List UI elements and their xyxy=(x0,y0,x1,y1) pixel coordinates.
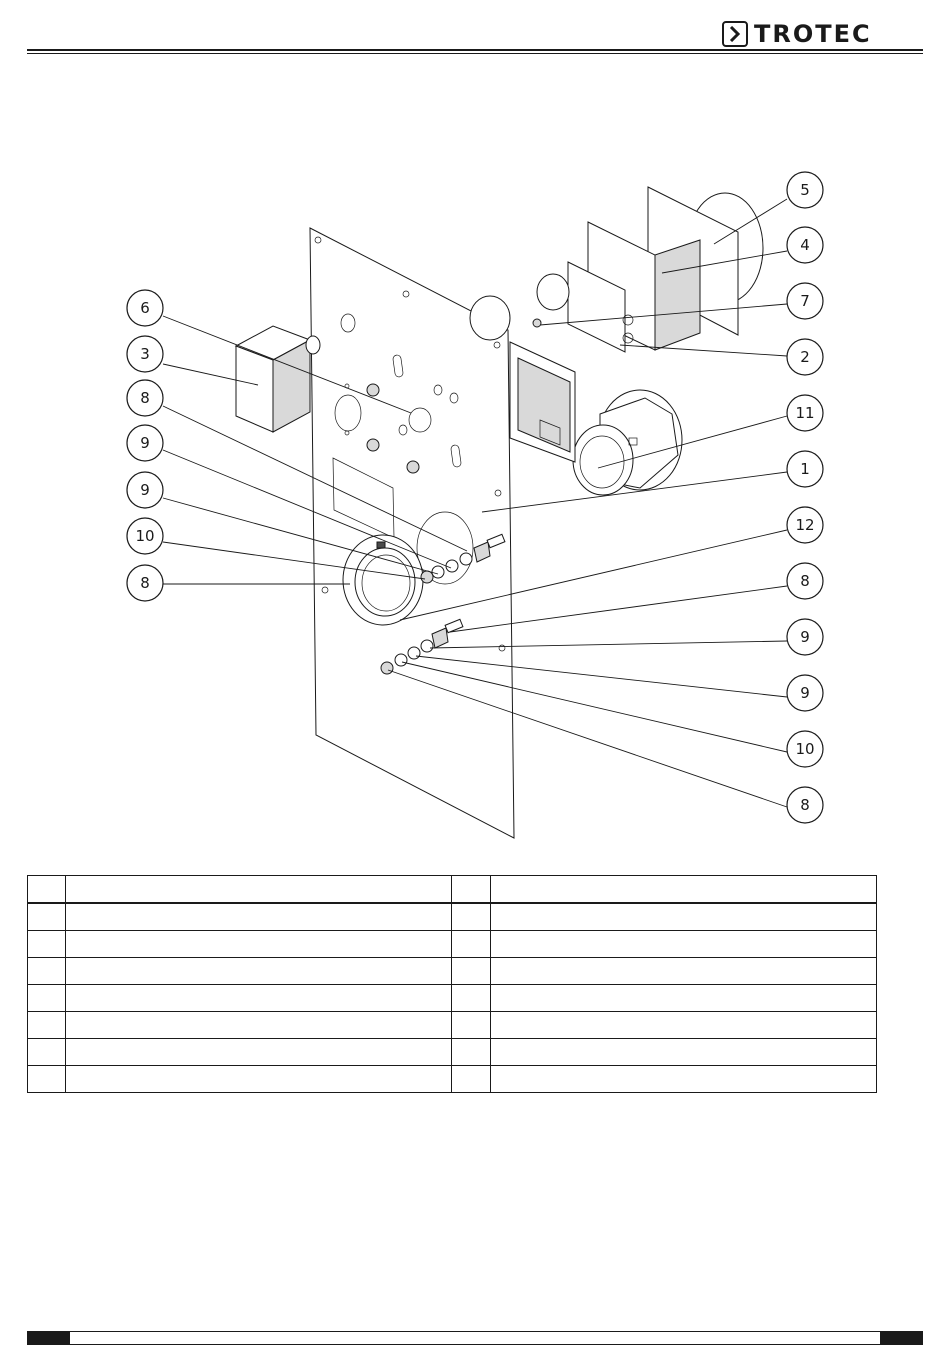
header-rule-thin xyxy=(27,53,923,54)
cell-no-1 xyxy=(28,985,66,1012)
parts-table xyxy=(27,875,877,1093)
table-row xyxy=(28,1039,877,1066)
callout-7 xyxy=(787,283,823,319)
cell-desc-2 xyxy=(490,985,876,1012)
cell-desc-1 xyxy=(66,1012,452,1039)
cell-no-2 xyxy=(452,931,490,958)
cell-no-2 xyxy=(452,958,490,985)
svg-text:1: 1 xyxy=(800,460,810,478)
cell-desc-2 xyxy=(490,903,876,931)
svg-text:8: 8 xyxy=(140,389,150,407)
callout-10-right xyxy=(787,731,823,767)
cell-no-1 xyxy=(28,931,66,958)
header-desc-2 xyxy=(490,876,876,904)
callout-2 xyxy=(787,339,823,375)
callout-6 xyxy=(127,290,163,326)
table-row xyxy=(28,1012,877,1039)
page-footer xyxy=(27,1331,923,1345)
cell-desc-1 xyxy=(66,1039,452,1066)
callout-11 xyxy=(787,395,823,431)
cell-desc-1 xyxy=(66,931,452,958)
header-no-1 xyxy=(28,876,66,904)
svg-text:10: 10 xyxy=(795,740,815,758)
chevron-right-icon xyxy=(722,21,748,47)
table-row xyxy=(28,1066,877,1093)
cell-desc-1 xyxy=(66,903,452,931)
cell-desc-2 xyxy=(490,958,876,985)
svg-text:9: 9 xyxy=(800,628,810,646)
table-row xyxy=(28,958,877,985)
svg-text:5: 5 xyxy=(800,181,810,199)
cell-no-1 xyxy=(28,1012,66,1039)
svg-text:8: 8 xyxy=(140,574,150,592)
svg-text:12: 12 xyxy=(795,516,815,534)
cell-no-1 xyxy=(28,1066,66,1093)
svg-text:9: 9 xyxy=(800,684,810,702)
part-11-cable-gland xyxy=(573,390,682,495)
cell-no-2 xyxy=(452,985,490,1012)
part-12-gland-nut xyxy=(343,535,423,625)
cell-desc-1 xyxy=(66,985,452,1012)
exploded-view-drawing xyxy=(0,160,950,860)
callout-12 xyxy=(787,507,823,543)
svg-text:6: 6 xyxy=(140,299,150,317)
footer-page-number-block xyxy=(28,1332,70,1344)
callout-9-right-upper xyxy=(787,619,823,655)
callout-9-left-lower xyxy=(127,472,163,508)
callout-10-left xyxy=(127,518,163,554)
cell-no-2 xyxy=(452,903,490,931)
cell-no-2 xyxy=(452,1012,490,1039)
cell-desc-2 xyxy=(490,1039,876,1066)
table-row xyxy=(28,985,877,1012)
cell-desc-2 xyxy=(490,1066,876,1093)
cell-no-1 xyxy=(28,1039,66,1066)
cell-desc-2 xyxy=(490,1012,876,1039)
svg-text:2: 2 xyxy=(800,348,810,366)
svg-text:3: 3 xyxy=(140,345,150,363)
part-5-switch-assembly xyxy=(470,187,763,352)
part-meter-block xyxy=(510,342,575,462)
header-rule xyxy=(27,49,923,51)
callout-8-right-upper xyxy=(787,563,823,599)
cell-desc-1 xyxy=(66,958,452,985)
callout-8-left-upper xyxy=(127,380,163,416)
svg-text:10: 10 xyxy=(135,527,155,545)
table-row xyxy=(28,931,877,958)
table-row xyxy=(28,903,877,931)
callout-4 xyxy=(787,227,823,263)
svg-text:9: 9 xyxy=(140,481,150,499)
brand-name: TROTEC xyxy=(754,20,872,48)
footer-doc-id-block xyxy=(880,1332,922,1344)
svg-text:8: 8 xyxy=(800,796,810,814)
cell-no-1 xyxy=(28,958,66,985)
cell-no-2 xyxy=(452,1066,490,1093)
header-no-2 xyxy=(452,876,490,904)
svg-text:7: 7 xyxy=(800,292,810,310)
cell-no-1 xyxy=(28,903,66,931)
cell-no-2 xyxy=(452,1039,490,1066)
svg-text:8: 8 xyxy=(800,572,810,590)
callout-1 xyxy=(787,451,823,487)
svg-text:9: 9 xyxy=(140,434,150,452)
callout-9-left-upper xyxy=(127,425,163,461)
cell-desc-1 xyxy=(66,1066,452,1093)
part-3-relay-box xyxy=(236,326,320,432)
callout-9-right-lower xyxy=(787,675,823,711)
svg-text:11: 11 xyxy=(795,404,815,422)
brand-logo xyxy=(722,20,872,48)
callout-3 xyxy=(127,336,163,372)
cell-desc-2 xyxy=(490,931,876,958)
svg-text:4: 4 xyxy=(800,236,810,254)
callout-5 xyxy=(787,172,823,208)
table-header-row xyxy=(28,876,877,904)
callout-8-right-lower xyxy=(787,787,823,823)
callout-8-left-lower xyxy=(127,565,163,601)
header-desc-1 xyxy=(66,876,452,904)
